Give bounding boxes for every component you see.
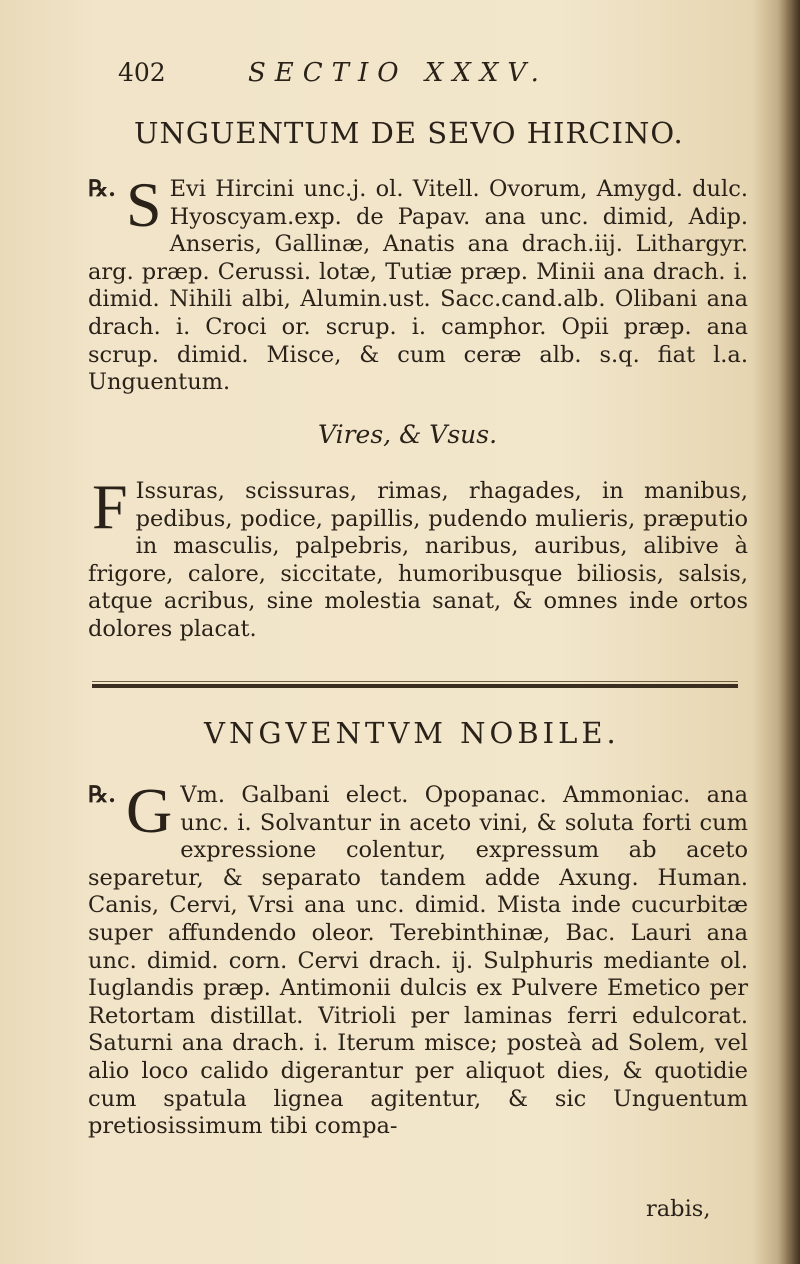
recipe-2-text-block bbox=[88, 775, 748, 1141]
dropcap: S bbox=[126, 169, 162, 240]
page-number: 402 bbox=[118, 58, 166, 87]
recipe-2-title: VNGVENTVM NOBILE. bbox=[204, 716, 620, 750]
recipe-1-text-block bbox=[88, 169, 748, 397]
recipe-1-text: Evi Hircini unc.j. ol. Vitell. Ovorum, Amygd. dulc. Hyoscyam.exp. de Papav. ana unc. dimid, Adip. Anseris, Gallinæ, Anatis ana drach.iij. Lithargyr. arg. præp. Cerussi. lotæ, Tutiæ præp. Minii ana drach. i. dimid. Nihili albi, Alumin.ust. Sacc.cand.alb. Olibani ana drach. i. Croci or. scrup. i. camphor. Opii præp. ana scrup. dimid. Misce, & cum ceræ alb. s.q. fiat l.a. Unguentum. bbox=[88, 176, 748, 396]
dropcap: G bbox=[126, 775, 173, 846]
recipe-symbol: ℞. bbox=[88, 176, 117, 202]
recipe-symbol: ℞. bbox=[88, 782, 117, 808]
page-gutter-shadow bbox=[778, 0, 800, 1264]
page-header bbox=[118, 58, 638, 94]
vires-text-block bbox=[88, 471, 748, 644]
vires-text: Issuras, scissuras, rimas, rhagades, in manibus, pedibus, podice, papillis, pudendo mulieris, præputio in masculis, palpebris, naribus, auribus, alibive à frigore, calore, siccitate, humoribusque biliosis, salsis, atque acribus, sine molestia sanat, & omnes inde ortos dolores placat. bbox=[88, 478, 748, 642]
section-divider bbox=[92, 684, 738, 688]
recipe-2-text: Vm. Galbani elect. Opopanac. Ammoniac. ana unc. i. Solvantur in aceto vini, & soluta forti cum expressione colentur, expressum ab aceto separetur, & separato tandem adde Axung. Human. Canis, Cervi, Vrsi ana unc. dimid. Mista inde cucurbitæ super affundendo oleor. Terebinthinæ, Bac. Lauri ana unc. dimid. corn. Cervi drach. ij. Sulphuris mediante ol. Iuglandis præp. Antimonii dulcis ex Pulvere Emetico per Retortam distillat. Vitrioli per laminas ferri edulcorat. Saturni ana drach. i. Iterum misce; posteà ad Solem, vel alio loco calido digerantur per aliquot dies, & quotidie cum spatula lignea agitentur, & sic Unguentum pretiosissimum tibi compa- bbox=[88, 782, 748, 1140]
vires-subtitle: Vires, & Vsus. bbox=[318, 420, 498, 449]
recipe-1-title: UNGUENTUM DE SEVO HIRCINO. bbox=[134, 116, 684, 150]
catchword: rabis, bbox=[646, 1196, 711, 1222]
dropcap: F bbox=[92, 471, 128, 542]
running-head: SECTIO XXXV. bbox=[248, 58, 548, 88]
